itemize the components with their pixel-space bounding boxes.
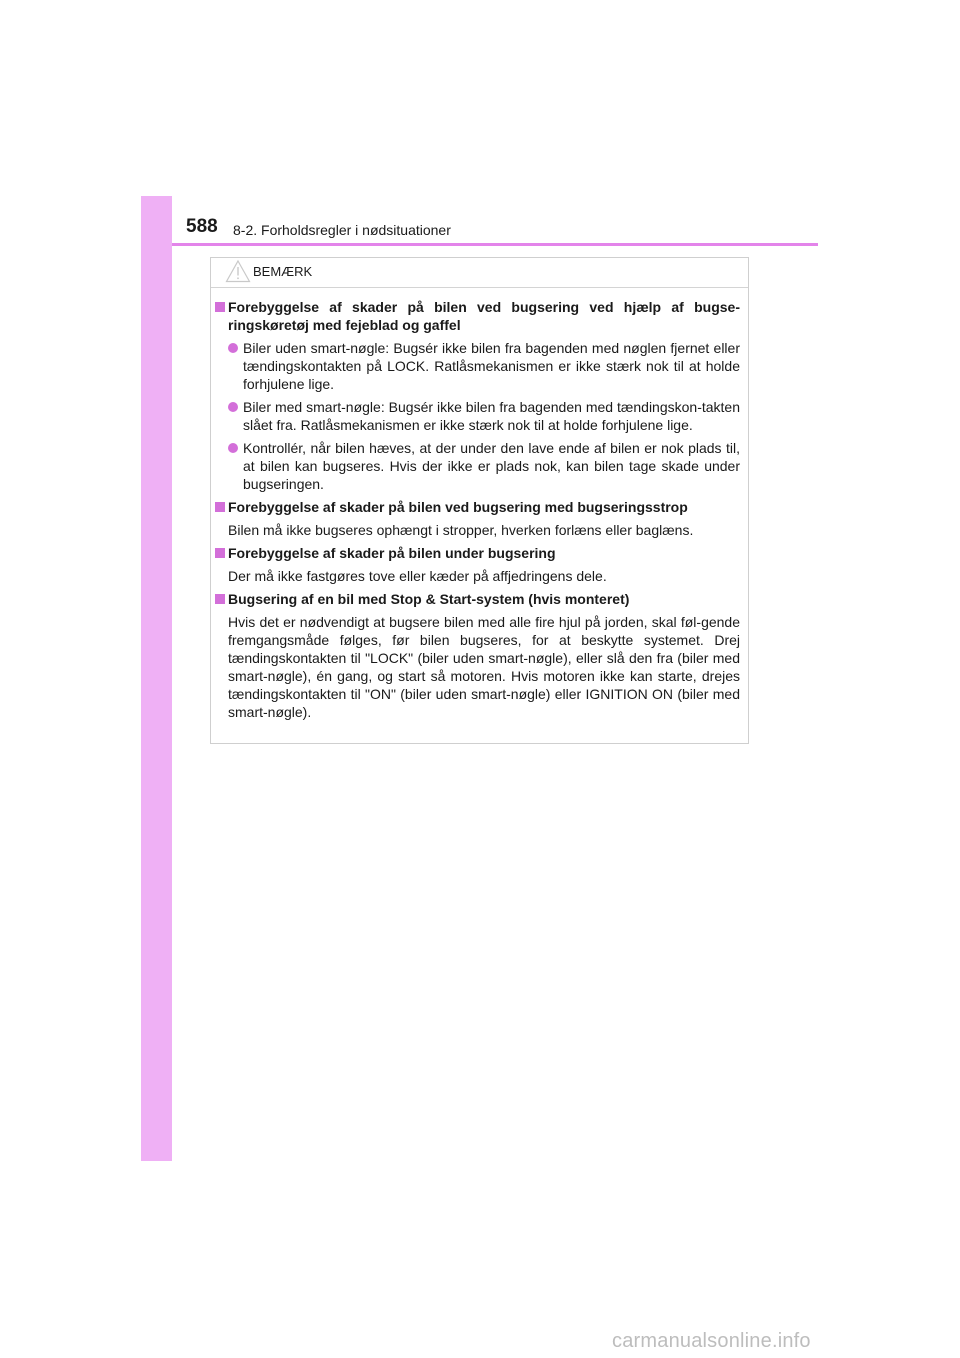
section-heading xyxy=(211,498,746,516)
notice-box xyxy=(210,257,749,744)
notice-header xyxy=(211,258,748,288)
page-number: 588 xyxy=(186,216,218,237)
watermark: carmanualsonline.info xyxy=(612,1330,811,1352)
chapter-side-band xyxy=(141,196,172,1161)
list-item-text: Biler uden smart-nøgle: Bugsér ikke bilen fra bagenden med nøglen fjernet eller tændingskontakten på LOCK. Ratlåsmekanismen er ikke stærk nok til at holde forhjulene lige. xyxy=(243,340,740,392)
section-heading-text: Forebyggelse af skader på bilen ved bugsering med bugseringsstrop xyxy=(228,499,688,515)
notice-label: BEMÆRK xyxy=(253,264,313,279)
header-divider xyxy=(172,243,818,246)
square-bullet-icon xyxy=(215,302,225,312)
list-item-text: Biler med smart-nøgle: Bugsér ikke bilen fra bagenden med tændingskon-takten slået fra. Ratlåsmekanismen er ikke stærk nok til at holde forhjulene lige. xyxy=(243,399,740,433)
section-heading-text: Bugsering af en bil med Stop & Start-system (hvis monteret) xyxy=(228,591,630,607)
section-heading-text: Forebyggelse af skader på bilen ved bugsering ved hjælp af bugse-ringskøretøj med fejeblad og gaffel xyxy=(228,299,740,333)
section-paragraph: Bilen må ikke bugseres ophængt i stropper, hverken forlæns eller baglæns. xyxy=(228,522,694,538)
square-bullet-icon xyxy=(215,594,225,604)
section-heading xyxy=(211,590,746,608)
section-heading-text: Forebyggelse af skader på bilen under bugsering xyxy=(228,545,556,561)
section-heading xyxy=(211,298,746,334)
section-heading xyxy=(211,544,746,562)
list-item-text: Kontrollér, når bilen hæves, at der under den lave ende af bilen er nok plads til, at bilen kan bugseres. Hvis der ikke er plads nok, kan bilen tage skade under bugseringen. xyxy=(243,440,740,492)
section-paragraph: Hvis det er nødvendigt at bugsere bilen med alle fire hjul på jorden, skal føl-gende fremgangsmåde følges, før bilen bugseres, for at beskytte systemet. Drej tændingskontakten til "LOCK" (biler uden smart-nøgle), eller slå den fra (biler med smart-nøgle), én gang, og start så motoren. Hvis motoren ikke kan starte, drejes tændingskontakten til "ON" (biler uden smart-nøgle) eller IGNITION ON (biler med smart-nøgle). xyxy=(228,614,740,720)
warning-triangle-icon xyxy=(225,259,251,283)
list-item xyxy=(211,339,746,393)
list-item xyxy=(211,439,746,493)
circle-bullet-icon xyxy=(228,443,238,453)
section-paragraph: Der må ikke fastgøres tove eller kæder på affjedringens dele. xyxy=(228,568,607,584)
circle-bullet-icon xyxy=(228,343,238,353)
circle-bullet-icon xyxy=(228,402,238,412)
list-item xyxy=(211,398,746,434)
square-bullet-icon xyxy=(215,502,225,512)
section-title: 8-2. Forholdsregler i nødsituationer xyxy=(233,222,451,238)
notice-content xyxy=(211,298,746,726)
square-bullet-icon xyxy=(215,548,225,558)
